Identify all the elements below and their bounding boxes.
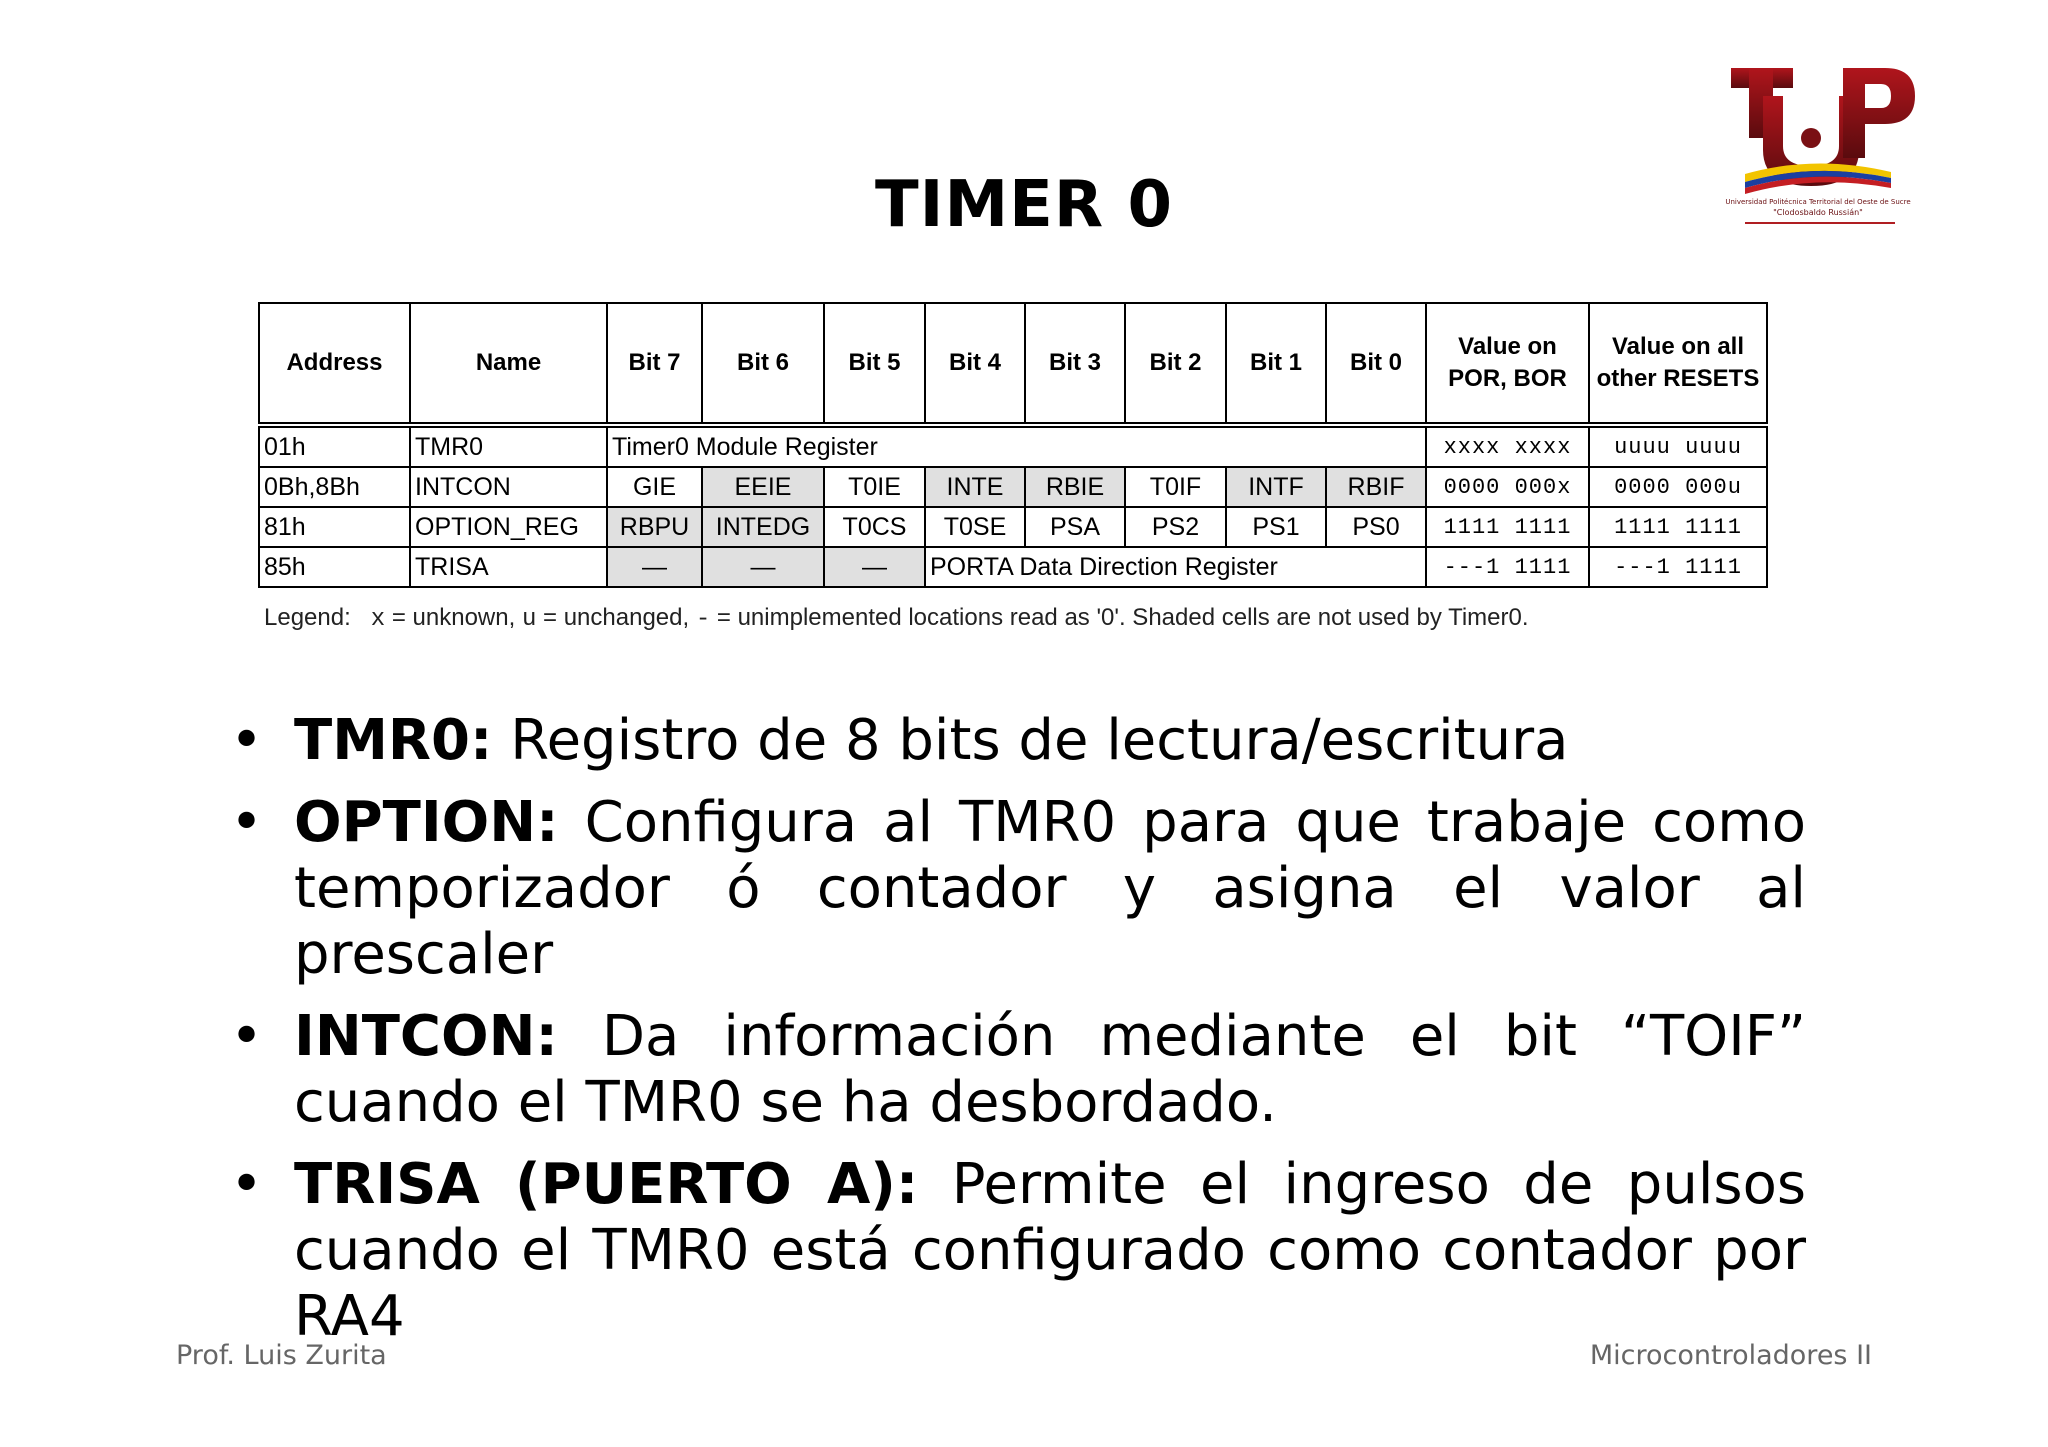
legend-prefix: Legend:: [264, 604, 351, 631]
bit-cell-shaded: RBPU: [607, 507, 702, 547]
col-header: Bit 2: [1125, 303, 1226, 425]
bullet-item: [230, 790, 1806, 988]
col-header: Address: [259, 303, 410, 425]
address-cell: 01h: [259, 425, 410, 467]
bits-span-cell: Timer0 Module Register: [607, 425, 1426, 467]
bullet-icon: •: [230, 790, 264, 855]
bit-cell: PS2: [1125, 507, 1226, 547]
table-row: [259, 425, 1767, 467]
col-header: [1426, 303, 1589, 425]
name-cell: INTCON: [410, 467, 607, 507]
resets-value-cell: ---1 1111: [1589, 547, 1767, 587]
bits-span-cell: PORTA Data Direction Register: [925, 547, 1426, 587]
bullet-term: OPTION:: [294, 790, 559, 855]
bullet-term: TRISA (PUERTO A):: [294, 1152, 919, 1217]
bit-cell: PSA: [1025, 507, 1125, 547]
table-row: [259, 547, 1767, 587]
por-value-cell: 1111 1111: [1426, 507, 1589, 547]
por-value-cell: 0000 000x: [1426, 467, 1589, 507]
bullet-icon: •: [230, 1004, 264, 1069]
name-cell: TMR0: [410, 425, 607, 467]
por-value-cell: xxxx xxxx: [1426, 425, 1589, 467]
bit-cell-shaded: —: [824, 547, 925, 587]
bullet-item: [230, 1152, 1806, 1350]
bullet-list: [230, 708, 1806, 1366]
bit-cell-shaded: INTE: [925, 467, 1025, 507]
slide-title: TIMER 0: [875, 168, 1173, 242]
footer-course: Microcontroladores II: [1589, 1340, 1872, 1371]
col-header: Bit 6: [702, 303, 824, 425]
bit-cell: T0IF: [1125, 467, 1226, 507]
resets-value-cell: 0000 000u: [1589, 467, 1767, 507]
address-cell: 0Bh,8Bh: [259, 467, 410, 507]
bullet-text: Registro de 8 bits de lectura/escritura: [492, 708, 1569, 773]
bullet-text: Configura al TMR0 para que trabaje como temporizador ó contador y asigna el valor al prescaler: [294, 790, 1806, 987]
legend-x-text: = unknown,: [385, 604, 522, 631]
legend-rest-text: = unimplemented locations read as '0'. Shaded cells are not used by Timer0.: [710, 604, 1529, 631]
bit-cell: T0IE: [824, 467, 925, 507]
bit-cell-shaded: INTEDG: [702, 507, 824, 547]
bit-cell: T0SE: [925, 507, 1025, 547]
table-header-row: [259, 303, 1767, 425]
bullet-term: TMR0:: [294, 708, 493, 773]
bullet-term: INTCON:: [294, 1004, 558, 1069]
bullet-icon: •: [230, 708, 264, 773]
bit-cell: GIE: [607, 467, 702, 507]
legend-u-symbol: u: [521, 606, 537, 633]
table-row: [259, 467, 1767, 507]
footer-author: Prof. Luis Zurita: [176, 1340, 387, 1371]
resets-value-cell: 1111 1111: [1589, 507, 1767, 547]
por-value-cell: ---1 1111: [1426, 547, 1589, 587]
name-cell: OPTION_REG: [410, 507, 607, 547]
bit-cell-shaded: RBIF: [1326, 467, 1426, 507]
bullet-item: [230, 1004, 1806, 1136]
bullet-item: [230, 708, 1806, 774]
table-legend: [264, 604, 1529, 633]
bullet-icon: •: [230, 1152, 264, 1217]
col-header: [1589, 303, 1767, 425]
bit-cell-shaded: EEIE: [702, 467, 824, 507]
name-cell: TRISA: [410, 547, 607, 587]
col-header: Name: [410, 303, 607, 425]
bit-cell-shaded: RBIE: [1025, 467, 1125, 507]
bit-cell: T0CS: [824, 507, 925, 547]
col-header: Bit 7: [607, 303, 702, 425]
bit-cell-shaded: —: [607, 547, 702, 587]
col-header-text: Value on all other RESETS: [1596, 333, 1760, 392]
bit-cell: PS0: [1326, 507, 1426, 547]
col-header: Bit 5: [824, 303, 925, 425]
legend-u-text: = unchanged,: [536, 604, 696, 631]
col-header: Bit 1: [1226, 303, 1326, 425]
bullet-text: Permite el ingreso de pulsos cuando el TMR0 está configurado como contador por RA4: [294, 1152, 1807, 1349]
bullet-text: Da información mediante el bit “TOIF” cuando el TMR0 se ha desbordado.: [294, 1004, 1806, 1135]
bit-cell: PS1: [1226, 507, 1326, 547]
legend-x-symbol: x: [370, 606, 386, 633]
col-header: Bit 3: [1025, 303, 1125, 425]
legend-dash-symbol: -: [695, 606, 711, 633]
bit-cell-shaded: INTF: [1226, 467, 1326, 507]
logo-university-name: Universidad Politécnica Territorial del Oeste de Sucre: [1725, 198, 1911, 206]
col-header: Bit 4: [925, 303, 1025, 425]
col-header-text: Value on POR, BOR: [1448, 333, 1567, 392]
logo-university-subname: "Clodosbaldo Russián": [1773, 208, 1863, 217]
address-cell: 81h: [259, 507, 410, 547]
col-header: Bit 0: [1326, 303, 1426, 425]
register-table: [258, 302, 1768, 588]
resets-value-cell: uuuu uuuu: [1589, 425, 1767, 467]
bit-cell-shaded: —: [702, 547, 824, 587]
table-row: [259, 507, 1767, 547]
address-cell: 85h: [259, 547, 410, 587]
